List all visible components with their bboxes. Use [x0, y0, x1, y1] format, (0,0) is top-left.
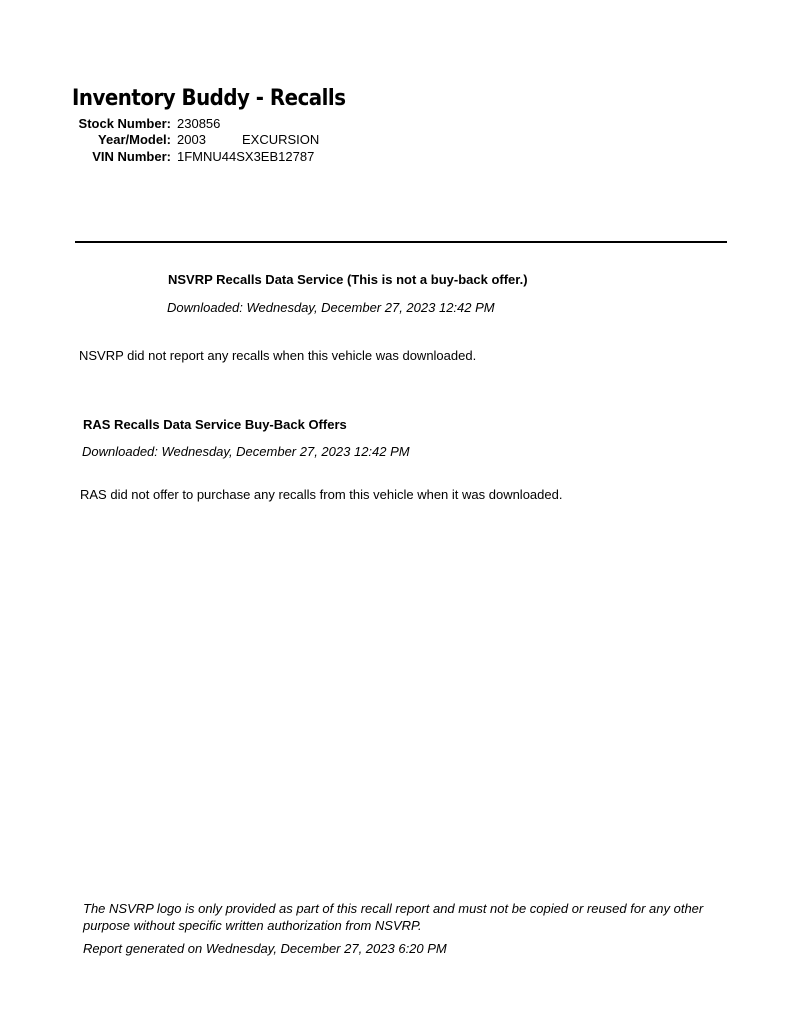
year-model-row — [72, 132, 319, 148]
vin-number-row — [72, 149, 319, 165]
nsvrp-downloaded-timestamp: Downloaded: Wednesday, December 27, 2023 12:42 PM — [167, 300, 495, 315]
ras-section-heading: RAS Recalls Data Service Buy-Back Offers — [83, 417, 347, 432]
ras-result-text: RAS did not offer to purchase any recalls from this vehicle when it was downloaded. — [80, 487, 563, 502]
nsvrp-section-heading: NSVRP Recalls Data Service (This is not a buy-back offer.) — [168, 272, 528, 287]
stock-number-value: 230856 — [177, 116, 221, 131]
vin-number-label: VIN Number: — [92, 148, 171, 164]
nsvrp-result-text: NSVRP did not report any recalls when this vehicle was downloaded. — [79, 348, 477, 363]
vin-number-value: 1FMNU44SX3EB12787 — [177, 148, 315, 164]
stock-number-row — [72, 116, 319, 132]
footer-disclaimer-text: The NSVRP logo is only provided as part of this recall report and must not be copied or reused for any other purpose without specific written authorization from NSVRP. — [83, 901, 704, 933]
stock-number-label: Stock Number: — [78, 116, 171, 131]
year-value: 2003 — [177, 132, 206, 148]
vehicle-info-block — [72, 116, 319, 165]
horizontal-divider — [75, 241, 727, 243]
report-generated-timestamp: Report generated on Wednesday, December 27, 2023 6:20 PM — [83, 941, 447, 956]
page-title: Inventory Buddy - Recalls — [72, 86, 346, 111]
model-value: EXCURSION — [242, 132, 320, 148]
ras-downloaded-timestamp: Downloaded: Wednesday, December 27, 2023 12:42 PM — [82, 444, 410, 459]
year-model-label: Year/Model: — [98, 132, 171, 148]
